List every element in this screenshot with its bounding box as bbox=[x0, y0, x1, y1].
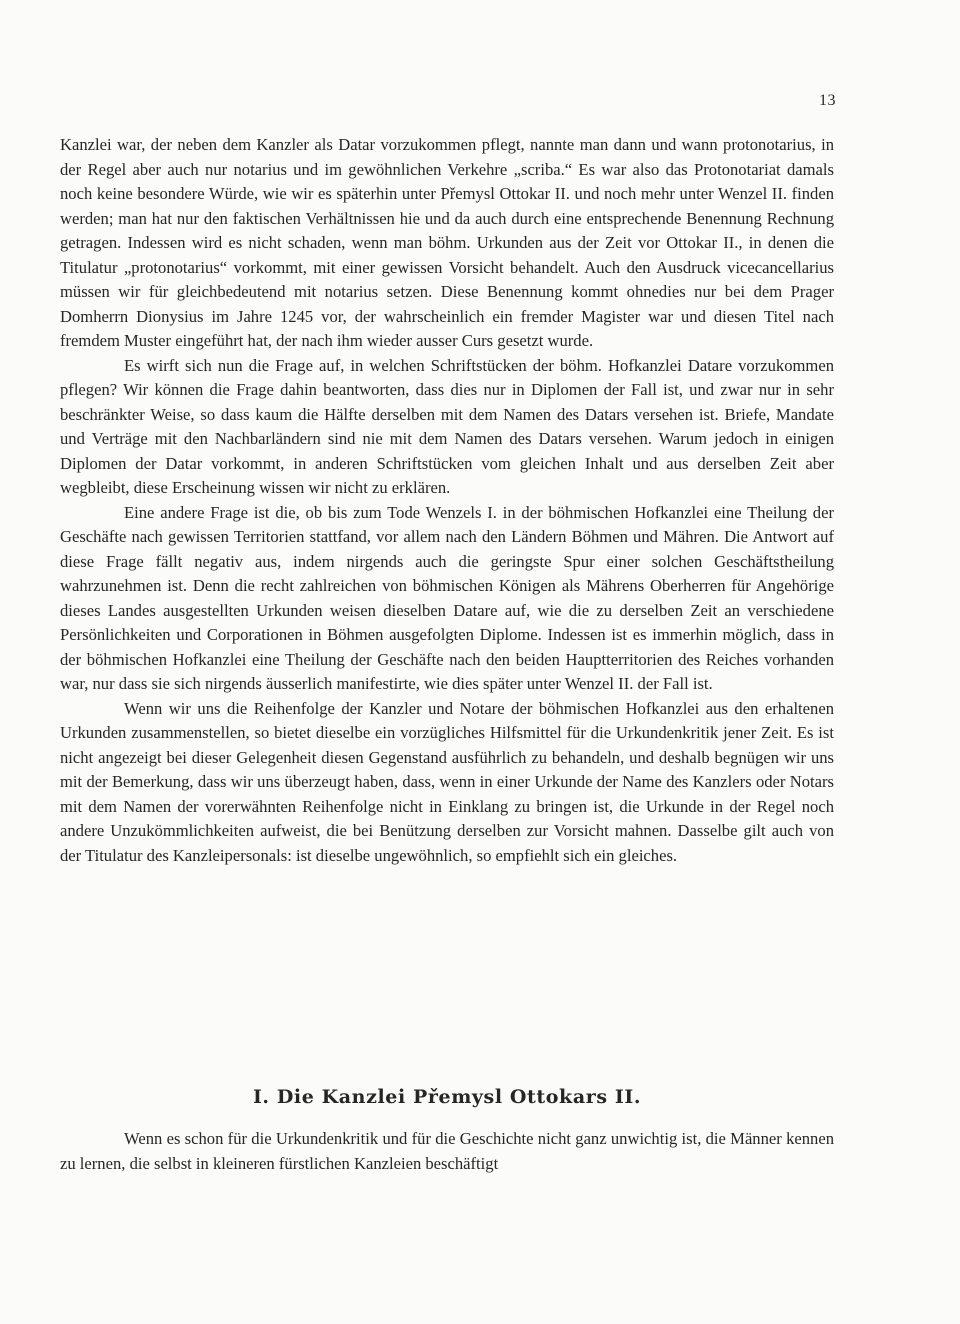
page-number: 13 bbox=[819, 92, 836, 109]
section-heading: I. Die Kanzlei Přemysl Ottokars II. bbox=[252, 1086, 642, 1108]
paragraph-1: Kanzlei war, der neben dem Kanzler als Datar vorzukommen pflegt, nannte man dann und wann protonotarius, in der Regel aber auch nur notarius und im gewöhnlichen Verkehre „scriba.“ Es war also das Protonotariat damals noch keine besondere Würde, wie wir es späterhin unter Přemysl Ottokar II. und noch mehr unter Wenzel II. finden werden; man hat nur den faktischen Verhältnissen hie und da auch durch eine entsprechende Benennung Rechnung getragen. Indessen wird es nicht schaden, wenn man böhm. Urkunden aus der Zeit vor Ottokar II., in denen die Titulatur „protonotarius“ vorkommt, mit einer gewissen Vorsicht behandelt. Auch den Ausdruck vicecancellarius müssen wir für gleichbedeutend mit notarius setzen. Diese Benennung kommt ohnedies nur bei dem Prager Domherrn Dionysius im Jahre 1245 vor, der wahrscheinlich ein fremder Magister war und diesen Titel nach fremdem Muster eingeführt hat, der nach ihm wieder ausser Curs gesetzt wurde. bbox=[60, 135, 834, 350]
body-text bbox=[60, 133, 834, 868]
section-paragraph-1: Wenn es schon für die Urkundenkritik und für die Geschichte nicht ganz unwichtig ist, die Männer kennen zu lernen, die selbst in kleineren fürstlichen Kanzleien beschäftigt bbox=[60, 1129, 834, 1173]
paragraph-4: Wenn wir uns die Reihenfolge der Kanzler und Notare der böhmischen Hofkanzlei aus den erhaltenen Urkunden zusammenstellen, so bietet dieselbe ein vorzügliches Hilfsmittel für die Urkundenkritik jener Zeit. Es ist nicht angezeigt bei dieser Gelegenheit diesen Gegenstand ausführlich zu behandeln, und deshalb begnügen wir uns mit der Bemerkung, dass wir uns überzeugt haben, dass, wenn in einer Urkunde der Name des Kanzlers oder Notars mit dem Namen der vorerwähnten Reihenfolge nicht in Einklang zu bringen ist, die Urkunde in der Regel noch andere Unzukömmlichkeiten aufweist, die bei Benützung derselben zur Vorsicht mahnen. Dasselbe gilt auch von der Titulatur des Kanzleipersonals: ist dieselbe ungewöhnlich, so empfiehlt sich ein gleiches. bbox=[60, 698, 834, 865]
paragraph-3: Eine andere Frage ist die, ob bis zum Tode Wenzels I. in der böhmischen Hofkanzlei eine Theilung der Geschäfte nach gewissen Territorien stattfand, vor allem nach den Ländern Böhmen und Mähren. Die Antwort auf diese Frage fällt negativ aus, indem nirgends auch die geringste Spur einer solchen Geschäftstheilung wahrzunehmen ist. Denn die recht zahlreichen von böhmischen Königen als Mährens Oberherren für Angehörige dieses Landes ausgestellten Urkunden weisen dieselben Datare auf, wie die zu derselben Zeit an verschiedene Persönlichkeiten und Corporationen in Böhmen ausgefolgten Diplome. Indessen ist es immerhin möglich, dass in der böhmischen Hofkanzlei eine Theilung der Geschäfte nach den beiden Hauptterritorien des Reiches vorhanden war, nur dass sie sich nirgends äusserlich manifestirte, wie dies später unter Wenzel II. der Fall ist. bbox=[60, 502, 834, 693]
paragraph-2: Es wirft sich nun die Frage auf, in welchen Schriftstücken der böhm. Hofkanzlei Datare vorzukommen pflegen? Wir können die Frage dahin beantworten, dass dies nur in Diplomen der Fall ist, und zwar nur in sehr beschränkter Weise, so dass kaum die Hälfte derselben mit dem Namen des Datars versehen ist. Briefe, Mandate und Verträge mit den Nachbarländern sind nie mit dem Namen des Datars versehen. Warum jedoch in einigen Diplomen der Datar vorkommt, in anderen Schriftstücken vom gleichen Inhalt und aus derselben Zeit aber wegbleibt, diese Erscheinung wissen wir nicht zu erklären. bbox=[60, 355, 834, 497]
section-text bbox=[60, 1127, 834, 1176]
